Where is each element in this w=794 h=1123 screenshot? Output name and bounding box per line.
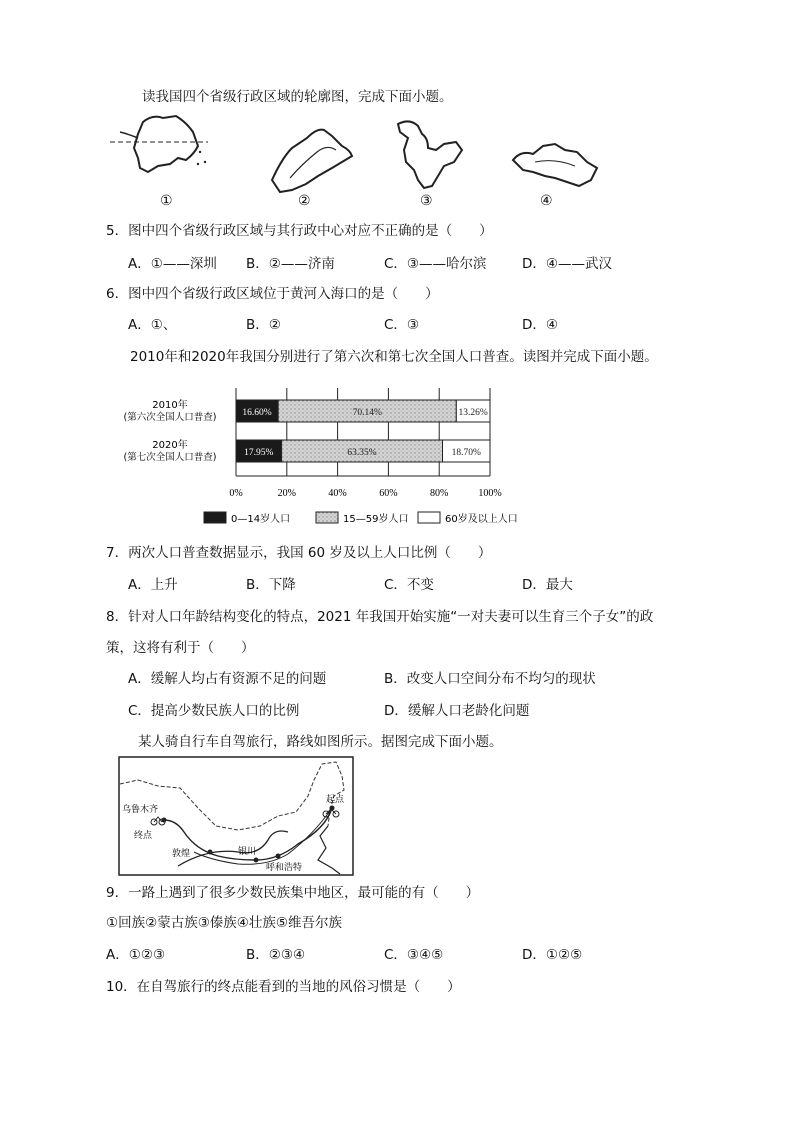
city-marker-dunhuang — [208, 850, 213, 855]
province-map-4 — [505, 132, 605, 202]
question-8-option-d[interactable]: D．缓解人口老龄化问题 — [384, 703, 530, 719]
question-7-stem: 7．两次人口普查数据显示，我国 60 岁及以上人口比例（ ） — [106, 545, 492, 561]
x-tick-label: 20% — [277, 488, 296, 499]
province-map-3 — [388, 114, 478, 194]
legend-swatch — [204, 512, 226, 523]
route-label-hohhot: 呼和浩特 — [266, 863, 303, 873]
intro-text-1: 读我国四个省级行政区域的轮廓图，完成下面小题。 — [142, 89, 453, 105]
question-6-option-b[interactable]: B．② — [246, 317, 281, 333]
route-label-urumqi: 乌鲁木齐 — [122, 805, 159, 815]
question-6-option-a[interactable]: A．①、 — [128, 317, 177, 333]
question-7-option-a[interactable]: A．上升 — [128, 577, 178, 593]
route-label-start: 起点 — [326, 795, 345, 805]
bar-data-label: 16.60% — [242, 408, 272, 418]
question-8-option-c[interactable]: C．提高少数民族人口的比例 — [128, 703, 300, 719]
route-label-end: 终点 — [134, 831, 153, 841]
question-7-option-d[interactable]: D．最大 — [522, 577, 573, 593]
x-tick-label: 60% — [379, 488, 398, 499]
route-label-yinchuan: 银川 — [238, 847, 257, 857]
x-tick-label: 80% — [430, 488, 449, 499]
question-9-option-a[interactable]: A．①②③ — [106, 947, 166, 963]
legend-label: 0—14岁人口 — [231, 514, 291, 525]
question-5-option-c[interactable]: C．③——哈尔滨 — [384, 256, 487, 272]
question-9-option-c[interactable]: C．③④⑤ — [384, 947, 444, 963]
category-label: 2010年 — [152, 400, 188, 411]
legend-label: 15—59岁人口 — [343, 514, 409, 525]
question-5-stem: 5．图中四个省级行政区域与其行政中心对应不正确的是（ ） — [106, 223, 493, 239]
category-label: 2020年 — [152, 440, 188, 451]
question-9-stem: 9．一路上遇到了很多少数民族集中地区，最可能的有（ ） — [106, 885, 480, 901]
question-7-option-c[interactable]: C．不变 — [384, 577, 434, 593]
question-6-stem: 6．图中四个省级行政区域位于黄河入海口的是（ ） — [106, 286, 439, 302]
question-8-option-b[interactable]: B．改变人口空间分布不均匀的现状 — [384, 671, 596, 687]
bar-data-label: 18.70% — [451, 448, 481, 458]
city-marker-hohhot — [276, 854, 281, 859]
question-9-option-b[interactable]: B．②③④ — [246, 947, 306, 963]
category-sublabel: (第六次全国人口普查) — [123, 412, 217, 423]
route-label-dunhuang: 敦煌 — [172, 849, 191, 859]
map-label-4: ④ — [540, 194, 553, 209]
province-map-1 — [108, 112, 218, 192]
map-label-1: ① — [160, 194, 173, 209]
legend-swatch — [418, 512, 440, 523]
population-age-chart — [110, 380, 530, 530]
x-tick-label: 0% — [229, 488, 243, 499]
question-7-option-b[interactable]: B．下降 — [246, 577, 296, 593]
cycling-route-map — [118, 756, 354, 876]
map-label-2: ② — [298, 194, 311, 209]
question-6-option-d[interactable]: D．④ — [522, 317, 558, 333]
bar-data-label: 17.95% — [244, 448, 274, 458]
question-10-stem: 10．在自驾旅行的终点能看到的当地的风俗习惯是（ ） — [106, 979, 461, 995]
bar-data-label: 63.35% — [347, 448, 377, 458]
bar-data-label: 70.14% — [352, 408, 382, 418]
question-8-stem-line-2: 策，这将有利于（ ） — [106, 640, 255, 656]
question-5-option-b[interactable]: B．②——济南 — [246, 256, 335, 272]
city-marker-yinchuan — [254, 858, 259, 863]
x-tick-label: 40% — [328, 488, 347, 499]
question-5-option-a[interactable]: A．①——深圳 — [128, 256, 217, 272]
legend-swatch — [316, 512, 338, 523]
bar-data-label: 13.26% — [458, 408, 488, 418]
map-label-3: ③ — [420, 194, 433, 209]
category-sublabel: (第七次全国人口普查) — [123, 452, 217, 463]
question-9-option-d[interactable]: D．①②⑤ — [522, 947, 583, 963]
province-map-2 — [262, 118, 362, 198]
question-6-option-c[interactable]: C．③ — [384, 317, 420, 333]
question-8-stem-line-1: 8．针对人口年龄结构变化的特点，2021 年我国开始实施“一对夫妻可以生育三个子女”的政 — [106, 609, 654, 625]
legend-label: 60岁及以上人口 — [445, 514, 518, 525]
question-9-list: ①回族②蒙古族③傣族④壮族⑤维吾尔族 — [106, 915, 343, 931]
x-tick-label: 100% — [478, 488, 502, 499]
intro-text-3: 某人骑自行车自驾旅行，路线如图所示。据图完成下面小题。 — [138, 734, 503, 750]
question-8-option-a[interactable]: A．缓解人均占有资源不足的问题 — [128, 671, 327, 687]
question-5-option-d[interactable]: D．④——武汉 — [522, 256, 612, 272]
intro-text-2: 2010年和2020年我国分别进行了第六次和第七次全国人口普查。读图并完成下面小题。 — [130, 349, 658, 365]
